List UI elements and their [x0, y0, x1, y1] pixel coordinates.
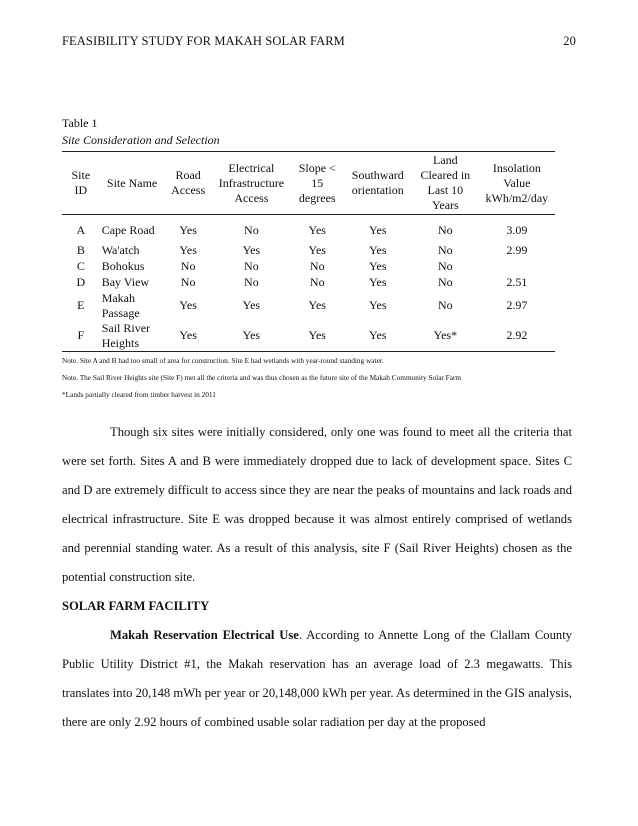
table-cell: No	[244, 259, 259, 273]
table-row	[62, 243, 555, 259]
table-cell: No	[244, 275, 259, 289]
table-cell: Bay View	[101, 275, 150, 289]
table-cell: Cape Road	[101, 223, 155, 238]
col-insolation: Insolation Value kWh/m2/day	[485, 160, 549, 205]
table-cell: Yes	[369, 243, 387, 257]
table-cell: Yes	[308, 243, 326, 257]
page-number: 20	[563, 34, 576, 48]
table-cell: Yes	[242, 243, 261, 257]
table-cell: Yes	[369, 223, 387, 238]
site-selection-table	[62, 151, 555, 352]
running-title: FEASIBILITY STUDY FOR MAKAH SOLAR FARM	[62, 34, 345, 48]
table-cell: 2.99	[506, 243, 528, 257]
table-cell: B	[76, 243, 85, 257]
table-row	[62, 215, 555, 243]
body-text	[62, 418, 572, 737]
col-electrical-access: Electrical Infrastructure Access	[218, 160, 285, 205]
table-cell: Yes	[308, 328, 326, 342]
paragraph-2-text: . According to Annette Long of the Clallam County Public Utility District #1, the Makah reservation has an average load of 2.3 megawatts. This translates into 20,148 mWh per year or 20,148,000 kWh per year. As determined in the GIS analysis, there are only 2.92 hours of combined usable solar radiation per day at the proposed	[62, 628, 572, 729]
col-land-cleared: Land Cleared in Last 10 Years	[420, 153, 471, 212]
table-cell: No	[438, 298, 453, 312]
subheading: Makah Reservation Electrical Use	[110, 628, 299, 642]
table-cell: No	[438, 243, 453, 257]
table-cell: Yes	[369, 259, 387, 273]
table-note-3: *Lands partially cleared from timber harvest in 2011	[62, 390, 216, 399]
table-row	[62, 291, 555, 321]
table-cell: Yes	[369, 298, 387, 312]
table-number: Table 1	[62, 116, 98, 130]
table-cell: Yes	[179, 328, 197, 342]
table-cell: Yes*	[433, 328, 458, 342]
table-cell: No	[244, 223, 259, 238]
table-cell: Yes	[369, 275, 387, 289]
col-road-access: Road Access	[171, 168, 206, 197]
table-cell: Yes	[242, 328, 261, 342]
table-cell: Yes	[308, 223, 326, 238]
table-cell: E	[77, 298, 85, 312]
col-site-id: Site ID	[71, 168, 91, 197]
table-cell: Bohokus	[101, 259, 145, 273]
table-cell: F	[77, 328, 85, 342]
table-cell: 2.92	[506, 328, 528, 342]
table-cell: Makah Passage	[101, 290, 140, 320]
table-cell: Yes	[308, 298, 326, 312]
table-title: Site Consideration and Selection	[62, 133, 220, 147]
table-cell: Yes	[179, 223, 197, 238]
table-cell: A	[76, 223, 86, 238]
table-row	[62, 259, 555, 275]
running-header	[62, 34, 576, 49]
table-cell: Sail River Heights	[101, 320, 151, 350]
table-cell: No	[438, 275, 453, 289]
col-slope: Slope < 15 degrees	[298, 160, 336, 205]
col-site-name: Site Name	[106, 175, 158, 190]
table-row	[62, 321, 555, 352]
table-cell: Yes	[242, 298, 261, 312]
table-cell: Wa'atch	[101, 243, 140, 257]
table-cell: Yes	[369, 328, 387, 342]
table-cell: Yes	[179, 298, 197, 312]
table-note-1: Note. Site A and B had too small of area for construction. Site E had wetlands with year-round standing water.	[62, 356, 384, 365]
table-cell: No	[438, 223, 453, 238]
table-note-2: Note. The Sail River Heights site (Site F) met all the criteria and was thus chosen as the future site of the Makah Community Solar Farm	[62, 373, 462, 382]
col-southward: Southward orientation	[351, 168, 404, 197]
paragraph-1: Though six sites were initially considered, only one was found to meet all the criteria that were set forth. Sites A and B were immediately dropped due to lack of development space. Sites C and D are extremely difficult to access since they are near the peaks of mountains and lack roads and electrical infrastructure. Site E was dropped because it was almost entirely comprised of wetlands and perennial standing water. As a result of this analysis, site F (Sail River Heights) chosen as the potential construction site.	[62, 425, 572, 584]
table-cell: 2.97	[506, 298, 528, 312]
table-row	[62, 275, 555, 291]
table-cell: No	[438, 259, 453, 273]
table-cell: 3.09	[506, 223, 528, 238]
table-cell: No	[180, 275, 196, 289]
table-cell: Yes	[179, 243, 197, 257]
table-cell	[479, 259, 555, 275]
table-header-row	[62, 152, 555, 215]
paragraph-2	[62, 621, 572, 737]
table-cell: No	[309, 259, 325, 273]
table-cell: No	[309, 275, 325, 289]
section-heading: SOLAR FARM FACILITY	[62, 599, 210, 613]
table-cell: D	[76, 275, 86, 289]
table-cell: C	[76, 259, 85, 273]
table-cell: 2.51	[506, 275, 528, 289]
table-cell: No	[180, 259, 196, 273]
